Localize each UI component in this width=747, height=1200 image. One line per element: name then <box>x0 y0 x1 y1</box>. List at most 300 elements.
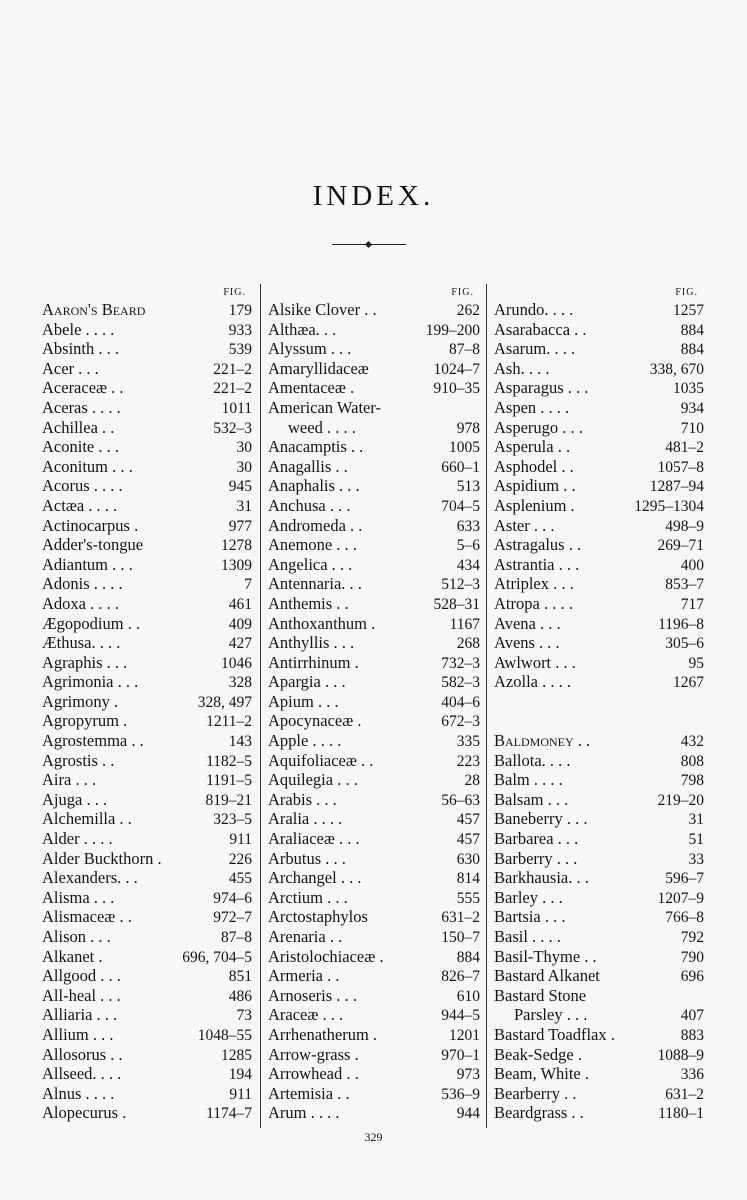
entry-term-text: Arctostaphylos <box>268 907 368 927</box>
entry-term <box>494 770 563 790</box>
entry-term-text: Awlwort . . . <box>494 652 576 672</box>
index-entry <box>268 496 480 516</box>
entry-term <box>42 1025 114 1045</box>
index-entry <box>42 692 252 712</box>
entry-term <box>268 476 360 496</box>
index-entry <box>42 555 252 575</box>
entry-figure-number: 884 <box>680 321 704 339</box>
index-entry <box>494 496 704 516</box>
entry-term <box>268 849 346 869</box>
entry-term-text: Anthoxanthum . <box>268 613 376 633</box>
entry-term <box>494 731 590 751</box>
fig-header: FIG. <box>675 287 698 298</box>
index-entry <box>268 809 480 829</box>
entry-term-text: Baldmoney . . <box>494 731 591 751</box>
index-entry <box>42 770 252 790</box>
entry-term-text: Arenaria . . <box>268 927 343 946</box>
entry-figure-number: 30 <box>236 439 252 457</box>
entry-term-text: Aconitum . . . <box>42 456 133 476</box>
entry-term <box>268 966 339 986</box>
index-entry <box>494 1045 704 1065</box>
entry-term-text: Beam, White . <box>494 1064 590 1084</box>
entry-term <box>42 398 121 418</box>
entry-figure-number: 1057–8 <box>657 458 704 476</box>
index-entry <box>268 751 480 771</box>
entry-term <box>42 437 119 457</box>
entry-term <box>268 829 360 849</box>
entry-term-text: Amaryllidaceæ <box>268 358 369 378</box>
index-entry <box>42 457 252 477</box>
entry-term-text: Anthemis . . <box>268 593 349 613</box>
entry-term-text: Azolla . . . . <box>494 672 571 692</box>
entry-figure-number: 1309 <box>221 556 252 574</box>
index-entry <box>268 1084 480 1104</box>
entry-term <box>494 1064 589 1084</box>
index-entry <box>494 398 704 418</box>
entry-term-text: Beak-Sedge . <box>494 1044 582 1064</box>
index-entry <box>494 809 704 829</box>
index-entry <box>494 927 704 947</box>
entry-term-text: Alnus . . . . <box>42 1083 115 1103</box>
index-entry <box>42 1064 252 1084</box>
entry-figure-number: 528–31 <box>433 595 480 613</box>
entry-term <box>42 359 99 379</box>
entry-term <box>494 966 600 986</box>
entry-term <box>268 339 351 359</box>
entry-term <box>268 907 368 927</box>
entry-term <box>268 574 362 594</box>
entry-figure-number: 1278 <box>221 537 252 555</box>
entry-term <box>268 1103 340 1123</box>
index-entry <box>42 809 252 829</box>
entry-figure-number: 884 <box>456 948 480 966</box>
index-entry <box>42 496 252 516</box>
index-entry <box>494 672 704 692</box>
entry-term <box>268 300 377 320</box>
entry-figure-number: 486 <box>228 987 252 1005</box>
entry-term <box>42 986 121 1006</box>
index-entry <box>268 653 480 673</box>
index-entry <box>42 1045 252 1065</box>
entry-term <box>494 496 575 516</box>
entry-term-text: Avena . . . <box>494 613 561 633</box>
index-entry <box>42 359 252 379</box>
index-entry <box>494 770 704 790</box>
entry-figure-number: 328 <box>228 674 252 692</box>
entry-term-text: Aquifoliaceæ . . <box>268 750 374 770</box>
entry-term-text: Arctium . . . <box>268 887 348 907</box>
entry-term <box>268 437 363 457</box>
entry-term-text: Barberry . . . <box>494 848 578 868</box>
entry-figure-number: 262 <box>456 302 480 319</box>
index-entry <box>494 790 704 810</box>
entry-term-text: Arrow-grass . <box>268 1044 359 1064</box>
entry-term-text: Aceras . . . . <box>42 397 121 417</box>
entry-term <box>42 711 127 731</box>
entry-figure-number: 1011 <box>221 399 252 417</box>
entry-figure-number: 631–2 <box>441 909 480 927</box>
entry-figure-number: 717 <box>680 595 704 613</box>
entry-term <box>494 986 586 1006</box>
entry-term-text: American Water- <box>268 397 382 417</box>
entry-term <box>268 731 341 751</box>
entry-term <box>494 437 570 457</box>
entry-term-text: Alyssum . . . <box>268 339 352 359</box>
entry-term-text: Asparagus . . . <box>494 378 589 398</box>
entry-term <box>268 516 362 536</box>
entry-term <box>494 1045 582 1065</box>
index-entry <box>268 907 480 927</box>
index-entry <box>42 418 252 438</box>
entry-term <box>268 496 350 516</box>
index-entry <box>268 731 480 751</box>
index-entry <box>494 849 704 869</box>
entry-figure-number: 978 <box>456 419 480 437</box>
entry-term-text: Astrantia . . . <box>494 554 580 574</box>
index-entry <box>494 1005 704 1025</box>
entry-figure-number: 1005 <box>449 439 480 457</box>
entry-term-text: Apple . . . . <box>268 731 342 751</box>
entry-figure-number: 512–3 <box>441 576 480 594</box>
entry-term <box>494 653 576 673</box>
index-entry <box>268 770 480 790</box>
entry-figure-number: 31 <box>688 811 704 829</box>
entry-figure-number: 974–6 <box>213 889 252 907</box>
entry-term-text: Aira . . . <box>42 770 97 790</box>
entry-term-text: Barbarea . . . <box>494 829 579 849</box>
entry-term-text: Aspidium . . <box>494 476 576 496</box>
entry-term <box>494 378 588 398</box>
entry-term <box>494 809 587 829</box>
entry-term <box>42 1045 123 1065</box>
index-entry <box>42 1103 252 1123</box>
entry-figure-number: 814 <box>456 870 480 888</box>
index-entry <box>494 731 704 751</box>
page-number: 329 <box>364 1130 383 1144</box>
entry-figure-number: 911 <box>229 831 252 849</box>
entry-term <box>268 1005 343 1025</box>
entry-term-text: Althæa. . . <box>268 319 337 339</box>
entry-term-text: Bartsia . . . <box>494 907 566 927</box>
entry-figure-number: 87–8 <box>221 929 252 946</box>
entry-figure-number: 884 <box>680 341 704 359</box>
index-entry <box>268 339 480 359</box>
entry-figure-number: 945 <box>228 478 252 496</box>
entry-term-text: Allseed. . . . <box>42 1064 122 1084</box>
entry-term-text: Avens . . . <box>494 633 560 653</box>
entry-figure-number: 31 <box>236 497 252 515</box>
index-entry <box>42 1025 252 1045</box>
entry-term <box>42 614 140 634</box>
entry-figure-number: 336 <box>680 1066 704 1084</box>
index-entry <box>42 437 252 457</box>
entry-figure-number: 1191–5 <box>206 772 252 790</box>
entry-figure-number: 400 <box>680 556 704 574</box>
index-entry <box>494 320 704 340</box>
entry-term-text: Alison . . . <box>42 927 111 946</box>
entry-term-text: Ægopodium . . <box>42 613 141 633</box>
index-entry <box>494 418 704 438</box>
entry-figure-number: 798 <box>680 772 704 790</box>
index-entry <box>268 398 480 418</box>
entry-term <box>42 751 114 771</box>
entry-term <box>268 320 336 340</box>
entry-figure-number: 28 <box>464 772 480 790</box>
index-entry <box>268 947 480 967</box>
entry-figure-number: 853–7 <box>665 576 704 594</box>
entry-term <box>494 300 573 320</box>
entry-term-text: Agrimony . <box>42 691 119 711</box>
entry-term-text: Adder's-tongue <box>42 535 144 555</box>
entry-figure-number: 407 <box>680 1007 704 1025</box>
index-entry <box>268 555 480 575</box>
entry-term <box>42 927 111 947</box>
entry-figure-number: 633 <box>456 517 480 535</box>
index-entry <box>494 1084 704 1104</box>
entry-figure-number: 1167 <box>449 615 480 633</box>
entry-term <box>42 888 114 908</box>
entry-term <box>268 457 348 477</box>
index-entry <box>42 947 252 967</box>
entry-term-text: Aralia . . . . <box>268 809 343 829</box>
entry-term-text: Asarum. . . . <box>494 339 576 359</box>
index-entry <box>494 829 704 849</box>
entry-figure-number: 87–8 <box>449 341 480 359</box>
index-entry <box>268 692 480 712</box>
entry-term-text: Anacamptis . . <box>268 437 364 457</box>
entry-term <box>494 751 571 771</box>
entry-figure-number: 610 <box>456 987 480 1005</box>
entry-term-text: Agrostemma . . <box>42 731 144 751</box>
entry-term <box>494 535 581 555</box>
entry-figure-number: 56–63 <box>441 791 480 809</box>
entry-term-text: Balsam . . . <box>494 789 569 809</box>
entry-figure-number: 696 <box>680 968 704 986</box>
entry-term-text: Allosorus . . <box>42 1044 123 1064</box>
entry-figure-number: 150–7 <box>441 929 480 946</box>
index-entry <box>42 398 252 418</box>
entry-figure-number: 179 <box>228 302 252 319</box>
entry-figure-number: 792 <box>680 929 704 946</box>
entry-term <box>42 476 123 496</box>
entry-figure-number: 944–5 <box>441 1007 480 1025</box>
page-title: INDEX. <box>312 180 435 212</box>
entry-figure-number: 457 <box>456 811 480 829</box>
index-entry <box>268 633 480 653</box>
entry-figure-number: 1201 <box>449 1026 480 1044</box>
entry-figure-number: 970–1 <box>441 1046 480 1064</box>
entry-term <box>494 1025 615 1045</box>
entry-term-text: Arum . . . . <box>268 1103 340 1123</box>
entry-figure-number: 73 <box>236 1007 252 1025</box>
entry-term <box>268 653 359 673</box>
entry-term <box>42 574 123 594</box>
index-entry <box>268 927 480 947</box>
entry-figure-number: 1035 <box>673 380 704 398</box>
entry-term-text: Artemisia . . <box>268 1083 350 1103</box>
index-entry <box>42 574 252 594</box>
entry-figure-number: 1088–9 <box>657 1046 704 1064</box>
entry-term-text: Alder . . . . <box>42 829 113 849</box>
entry-term-text: Atropa . . . . <box>494 593 573 613</box>
index-entry <box>42 927 252 947</box>
entry-figure-number: 1287–94 <box>649 478 704 496</box>
entry-figure-number: 305–6 <box>665 635 704 653</box>
entry-figure-number: 1285 <box>221 1046 252 1064</box>
entry-term-text: Aster . . . <box>494 515 555 535</box>
entry-term <box>494 339 575 359</box>
entry-term <box>494 907 566 927</box>
section-gap <box>494 692 704 731</box>
entry-term <box>268 535 357 555</box>
entry-figure-number: 710 <box>680 419 704 437</box>
entry-term-text: Apargia . . . <box>268 672 346 692</box>
entry-figure-number: 631–2 <box>665 1085 704 1103</box>
entry-figure-number: 513 <box>456 478 480 496</box>
index-entry <box>268 378 480 398</box>
entry-term-text: Alliaria . . . <box>42 1005 118 1025</box>
entry-term <box>494 320 587 340</box>
entry-term <box>42 653 127 673</box>
entry-figure-number: 1211–2 <box>206 713 252 731</box>
entry-term-text: Astragalus . . <box>494 535 582 555</box>
index-entry <box>42 888 252 908</box>
entry-term <box>42 790 107 810</box>
entry-figure-number: 660–1 <box>441 458 480 476</box>
index-entry <box>42 378 252 398</box>
entry-term-text: Barley . . . <box>494 887 563 907</box>
entry-term <box>268 809 342 829</box>
index-entry <box>494 986 704 1006</box>
entry-figure-number: 911 <box>229 1085 252 1103</box>
entry-term <box>268 672 346 692</box>
fig-header: FIG. <box>451 287 474 298</box>
entry-figure-number: 630 <box>456 850 480 868</box>
entry-term <box>268 692 339 712</box>
entry-term-text: Alchemilla . . <box>42 809 132 829</box>
entry-term <box>42 378 124 398</box>
entry-term-text: Alopecurus . <box>42 1103 127 1123</box>
index-entry <box>494 555 704 575</box>
index-entry <box>42 476 252 496</box>
index-entry <box>268 300 480 320</box>
entry-term-text: Arnoseris . . . <box>268 985 357 1005</box>
entry-term-text: Actinocarpus . <box>42 515 139 535</box>
entry-term <box>42 555 133 575</box>
entry-term <box>42 320 114 340</box>
index-entry <box>494 437 704 457</box>
entry-term <box>268 1025 377 1045</box>
entry-term-text: Asperula . . <box>494 437 571 457</box>
entry-term <box>268 1064 359 1084</box>
entry-figure-number: 1048–55 <box>197 1026 252 1044</box>
index-entry <box>268 320 480 340</box>
entry-term-text: Adonis . . . . <box>42 574 123 594</box>
entry-figure-number: 696, 704–5 <box>182 948 252 966</box>
entry-figure-number: 223 <box>456 752 480 770</box>
entry-term-text: Æthusa. . . . <box>42 633 121 653</box>
entry-figure-number: 672–3 <box>441 713 480 731</box>
index-entry <box>268 574 480 594</box>
entry-figure-number: 933 <box>228 321 252 339</box>
index-entry <box>42 790 252 810</box>
index-entry <box>494 888 704 908</box>
entry-term-text: Aconite . . . <box>42 437 119 457</box>
entry-term <box>42 809 132 829</box>
entry-term <box>42 947 102 967</box>
index-entry <box>268 986 480 1006</box>
entry-term-text: Arundo. . . . <box>494 300 574 319</box>
index-entry <box>268 1045 480 1065</box>
entry-term-text: Allium . . . <box>42 1024 114 1044</box>
entry-figure-number: 732–3 <box>441 654 480 672</box>
entry-term-text: Armeria . . <box>268 966 340 986</box>
entry-term-text: Alkanet . <box>42 946 103 966</box>
entry-term-text: Ballota. . . . <box>494 750 571 770</box>
entry-term <box>494 1005 587 1025</box>
entry-figure-number: 766–8 <box>665 909 704 927</box>
entry-figure-number: 826–7 <box>441 968 480 986</box>
entry-term <box>268 1045 359 1065</box>
index-entry <box>42 849 252 869</box>
index-entry <box>42 711 252 731</box>
entry-term <box>268 888 348 908</box>
index-entry <box>268 888 480 908</box>
entry-figure-number: 582–3 <box>441 674 480 692</box>
entry-figure-number: 1046 <box>221 654 252 672</box>
entry-term-text: Atriplex . . . <box>494 574 574 594</box>
entry-term-text: Aristolochiaceæ . <box>268 946 384 966</box>
entry-term-text: Alder Buckthorn . <box>42 848 162 868</box>
entry-figure-number: 457 <box>456 831 480 849</box>
entry-term-text: Alismaceæ . . <box>42 907 132 927</box>
entry-figure-number: 1267 <box>673 674 704 692</box>
entry-term-text: Ajuga . . . <box>42 789 108 809</box>
entry-term <box>268 790 337 810</box>
entry-term-text: Parsley . . . <box>514 1005 588 1025</box>
entry-term-text: Anemone . . . <box>268 535 357 555</box>
index-entry <box>268 594 480 614</box>
entry-term <box>494 457 574 477</box>
entry-figure-number: 977 <box>228 517 252 535</box>
entry-term-text: Archangel . . . <box>268 868 362 888</box>
entry-term-text: Asarabacca . . <box>494 319 587 339</box>
index-entry <box>268 1103 480 1123</box>
entry-term-text: Alexanders. . . <box>42 868 138 888</box>
entry-figure-number: 972–7 <box>213 909 252 927</box>
entry-term-text: Basil-Thyme . . <box>494 946 597 966</box>
index-entry <box>268 672 480 692</box>
entry-term-text: Agrostis . . <box>42 750 115 770</box>
entry-figure-number: 555 <box>456 889 480 907</box>
entry-term <box>268 770 358 790</box>
entry-term-text: Asperugo . . . <box>494 417 583 437</box>
entry-figure-number: 1295–1304 <box>634 497 704 515</box>
index-entry <box>42 868 252 888</box>
entry-term <box>42 1103 126 1123</box>
entry-figure-number: 910–35 <box>433 380 480 398</box>
entry-term <box>494 574 574 594</box>
index-entry <box>494 378 704 398</box>
index-entry <box>268 711 480 731</box>
index-entry <box>268 790 480 810</box>
entry-term <box>42 300 145 320</box>
entry-term <box>494 516 555 536</box>
index-entry <box>42 731 252 751</box>
index-entry <box>494 574 704 594</box>
index-entry <box>42 907 252 927</box>
entry-term <box>268 927 342 947</box>
